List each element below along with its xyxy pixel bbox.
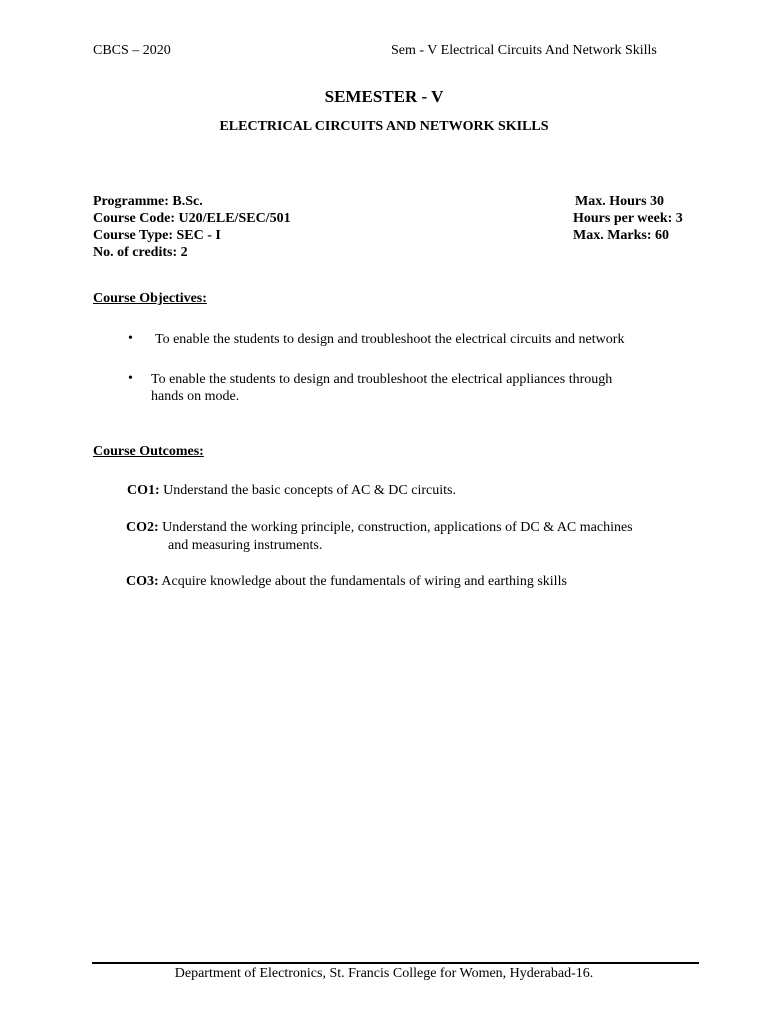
objective-item: To enable the students to design and troubleshoot the electrical appliances through xyxy=(151,372,613,387)
objective-item: To enable the students to design and troubleshoot the electrical circuits and network xyxy=(155,332,625,347)
outcome-label: CO3: xyxy=(126,574,159,589)
course-code: Course Code: U20/ELE/SEC/501 xyxy=(93,211,291,226)
course-title: ELECTRICAL CIRCUITS AND NETWORK SKILLS xyxy=(219,119,549,134)
max-marks: Max. Marks: 60 xyxy=(573,228,670,243)
bullet-icon: • xyxy=(128,331,133,346)
credits: No. of credits: 2 xyxy=(93,245,188,260)
objective-item-continued: hands on mode. xyxy=(151,389,240,404)
outcomes-heading: Course Outcomes: xyxy=(93,444,204,459)
objectives-heading: Course Objectives: xyxy=(93,291,207,306)
outcome-co1 xyxy=(127,482,456,499)
outcome-text: Understand the basic concepts of AC & DC circuits. xyxy=(163,483,456,498)
header-right: Sem - V Electrical Circuits And Network Skills xyxy=(391,43,657,58)
programme: Programme: B.Sc. xyxy=(93,194,203,209)
hours-per-week: Hours per week: 3 xyxy=(573,211,683,226)
outcome-label: CO1: xyxy=(127,483,160,498)
outcome-co3 xyxy=(126,573,567,590)
outcome-text: Understand the working principle, construction, applications of DC & AC machines xyxy=(162,520,633,535)
outcome-label: CO2: xyxy=(126,520,159,535)
footer: Department of Electronics, St. Francis College for Women, Hyderabad-16. xyxy=(174,966,594,981)
footer-divider xyxy=(92,962,699,964)
max-hours: Max. Hours 30 xyxy=(575,194,665,209)
bullet-icon: • xyxy=(128,371,133,386)
outcome-co2 xyxy=(126,519,633,536)
page-title: SEMESTER - V xyxy=(324,87,444,106)
outcome-co2-continued: and measuring instruments. xyxy=(168,538,323,553)
header-left: CBCS – 2020 xyxy=(93,43,171,58)
course-type: Course Type: SEC - I xyxy=(93,228,221,243)
outcome-text: Acquire knowledge about the fundamentals of wiring and earthing skills xyxy=(161,574,567,589)
